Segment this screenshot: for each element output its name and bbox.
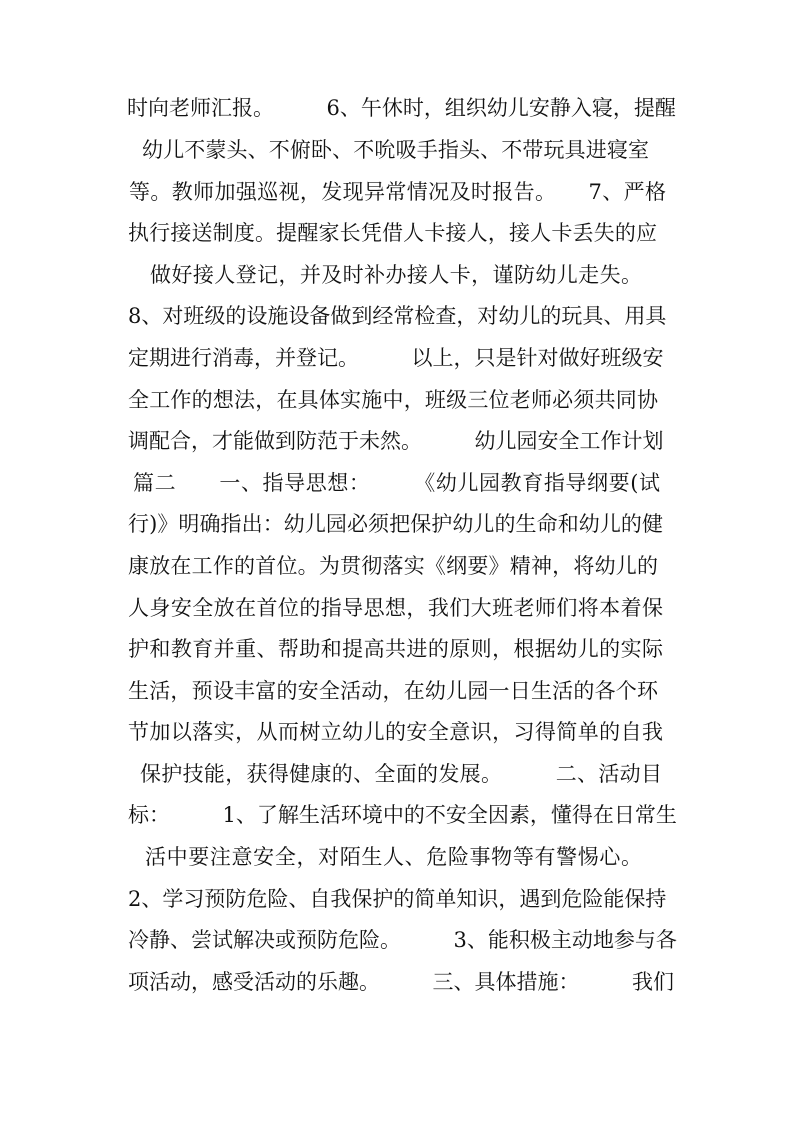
text-line: 时向老师汇报。 6、午休时，组织幼儿安静入寝，提醒 bbox=[127, 96, 676, 120]
text-line: 等。教师加强巡视，发现异常情况及时报告。 7、严格 bbox=[129, 180, 666, 204]
text-line: 人身安全放在首位的指导思想，我们大班老师们将本着保 bbox=[128, 596, 663, 620]
text-line: 生活，预设丰富的安全活动，在幼儿园一日生活的各个环 bbox=[128, 679, 658, 703]
text-line: 做好接人登记，并及时补办接人卡，谨防幼儿走失。 bbox=[150, 263, 642, 287]
text-line: 2、学习预防危险、自我保护的简单知识，遇到危险能保持 bbox=[128, 887, 667, 911]
text-line: 标： 1、了解生活环境中的不安全因素，懂得在日常生 bbox=[128, 803, 677, 827]
text-line: 康放在工作的首位。为贯彻落实《纲要》精神，将幼儿的 bbox=[128, 554, 658, 578]
text-line: 执行接送制度。提醒家长凭借人卡接人，接人卡丢失的应 bbox=[128, 221, 657, 245]
text-line: 保护技能，获得健康的、全面的发展。 二、活动目 bbox=[140, 762, 662, 786]
text-line: 冷静、尝试解决或预防危险。 3、能积极主动地参与各 bbox=[128, 928, 677, 952]
text-line: 幼儿不蒙头、不俯卧、不吮吸手指头、不带玩具进寝室 bbox=[142, 138, 649, 162]
text-line: 行)》明确指出：幼儿园必须把保护幼儿的生命和幼儿的健 bbox=[128, 512, 663, 536]
text-line: 调配合，才能做到防范于未然。 幼儿园安全工作计划 bbox=[128, 429, 664, 453]
text-line: 全工作的想法，在具体实施中，班级三位老师必须共同协 bbox=[128, 388, 658, 412]
text-line: 节加以落实，从而树立幼儿的安全意识，习得简单的自我 bbox=[128, 720, 663, 744]
text-line: 定期进行消毒，并登记。 以上，只是针对做好班级安 bbox=[128, 346, 664, 370]
text-line: 篇二 一、指导思想： 《幼儿园教育指导纲要(试 bbox=[133, 471, 660, 495]
text-line: 项活动，感受活动的乐趣。 三、具体措施： 我们 bbox=[128, 970, 674, 994]
text-line: 活中要注意安全，对陌生人、危险事物等有警惕心。 bbox=[145, 845, 642, 869]
text-line: 8、对班级的设施设备做到经常检查，对幼儿的玩具、用具 bbox=[128, 304, 667, 328]
text-line: 护和教育并重、帮助和提高共进的原则，根据幼儿的实际 bbox=[128, 637, 663, 661]
